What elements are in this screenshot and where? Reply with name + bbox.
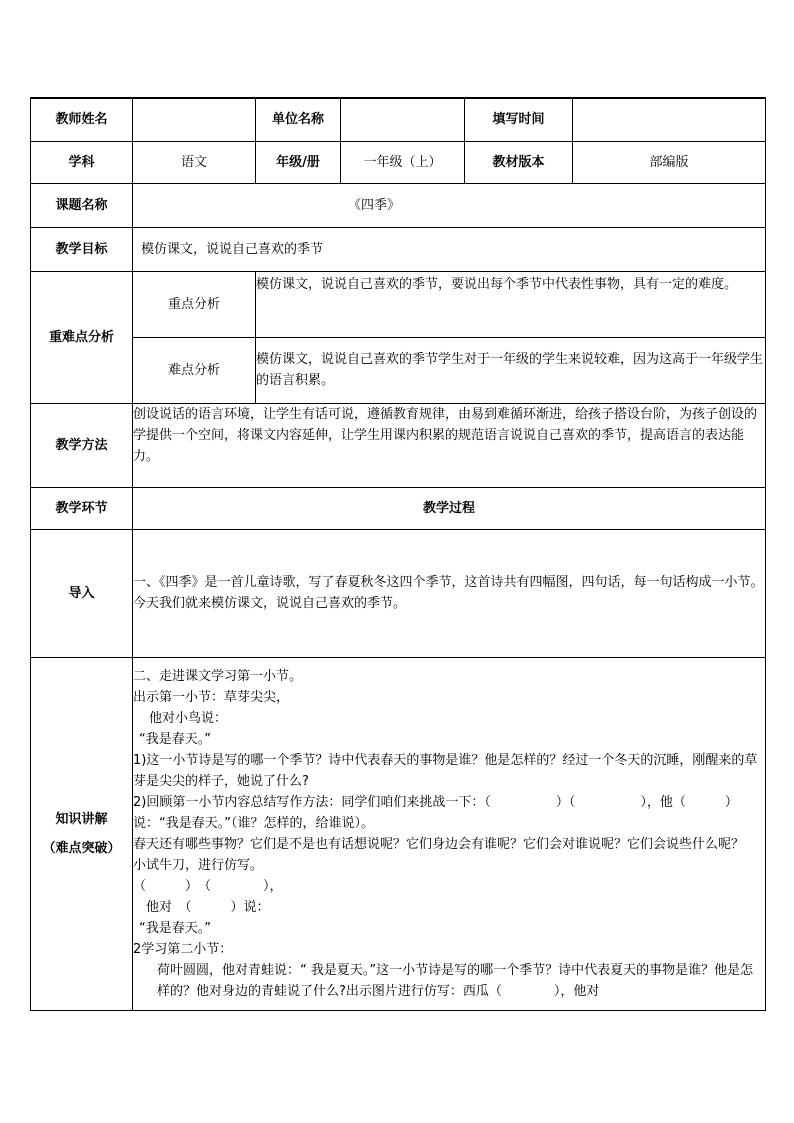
method-label: 教学方法	[31, 403, 133, 487]
edition-label: 教材版本	[465, 141, 573, 183]
goal-label: 教学目标	[31, 227, 133, 271]
key-point-label: 重点分析	[133, 271, 256, 337]
knowledge-text	[133, 657, 766, 1010]
grade-label: 年级/册	[256, 141, 341, 183]
knowledge-line: 2)回顾第一小节内容总结写作方法：同学们咱们来挑战一下：（ ）（ ），他（ ）说：“我是春天。”（谁？怎样的，给谁说）。	[133, 794, 738, 831]
knowledge-line: 他对小鸟说：	[149, 710, 228, 726]
knowledge-line: 荷叶圆圆，他对青蛙说：“ 我是夏天。”这一小节诗是写的哪一个季节？诗中代表夏天的事物是谁？他是怎样的？他对身边的青蛙说了什么?出示图片进行仿写：西瓜（ ），他对	[157, 962, 754, 999]
lesson-plan-table	[30, 97, 766, 1011]
analysis-label: 重难点分析	[31, 271, 133, 403]
intro-text: 一、《四季》是一首儿童诗歌，写了春夏秋冬这四个季节，这首诗共有四幅图，四句话，每一句话构成一小节。今天我们就来模仿课文，说说自己喜欢的季节。	[133, 529, 766, 657]
goal-row	[31, 227, 766, 271]
subject-label: 学科	[31, 141, 133, 183]
intro-row	[31, 529, 766, 657]
edition-value: 部编版	[573, 141, 766, 183]
knowledge-line: 出示第一小节：草芽尖尖，	[133, 689, 290, 705]
topic-row	[31, 183, 766, 227]
knowledge-line: “我是春天。”	[139, 731, 211, 747]
key-point-text: 模仿课文，说说自己喜欢的季节，要说出每个季节中代表性事物，具有一定的难度。	[256, 271, 766, 337]
knowledge-label: 知识讲解	[55, 811, 108, 827]
fill-date-label: 填写时间	[465, 98, 573, 141]
difficult-point-text: 模仿课文，说说自己喜欢的季节学生对于一年级的学生来说较难，因为这高于一年级学生的语言积累。	[256, 337, 766, 403]
knowledge-line: 他对 （ ）说：	[133, 899, 270, 915]
topic-value: 《四季》	[133, 183, 766, 227]
knowledge-label-cell	[31, 657, 133, 1010]
knowledge-line: 2学习第二小节：	[133, 941, 233, 957]
grade-value: 一年级（上）	[341, 141, 465, 183]
knowledge-line: （ ） （ ），	[133, 878, 283, 894]
process-header-label: 教学过程	[133, 487, 766, 529]
unit-name-label: 单位名称	[256, 98, 341, 141]
key-point-row	[31, 271, 766, 337]
knowledge-line: “我是春天。”	[139, 920, 211, 936]
subject-value: 语文	[133, 141, 256, 183]
knowledge-line: 二、走进课文学习第一小节。	[133, 668, 303, 684]
method-row	[31, 403, 766, 487]
knowledge-sublabel: （难点突破）	[42, 840, 121, 856]
intro-label: 导入	[31, 529, 133, 657]
goal-value: 模仿课文，说说自己喜欢的季节	[133, 227, 766, 271]
knowledge-line: 小试牛刀，进行仿写。	[133, 857, 264, 873]
header-row-1	[31, 98, 766, 141]
teacher-name-label: 教师姓名	[31, 98, 133, 141]
method-text: 创设说话的语言环境，让学生有话可说，遵循教育规律，由易到难循环渐进，给孩子搭设台阶，为孩子创设的学提供一个空间，将课文内容延伸，让学生用课内积累的规范语言说说自己喜欢的季节，提高语言的表达能力。	[133, 403, 766, 487]
fill-date-value	[573, 98, 766, 141]
teacher-name-value	[133, 98, 256, 141]
difficult-point-row	[31, 337, 766, 403]
process-header-row	[31, 487, 766, 529]
knowledge-row	[31, 657, 766, 1010]
header-row-2	[31, 141, 766, 183]
topic-label: 课题名称	[31, 183, 133, 227]
unit-name-value	[341, 98, 465, 141]
knowledge-line: 1)这一小节诗是写的哪一个季节？诗中代表春天的事物是谁？他是怎样的？经过一个冬天的沉睡，刚醒来的草芽是尖尖的样子，她说了什么?	[133, 752, 758, 789]
knowledge-line: 春天还有哪些事物？它们是不是也有话想说呢？它们身边会有谁呢？它们会对谁说呢？它们会说些什么呢？	[133, 836, 745, 852]
step-header-label: 教学环节	[31, 487, 133, 529]
difficult-point-label: 难点分析	[133, 337, 256, 403]
